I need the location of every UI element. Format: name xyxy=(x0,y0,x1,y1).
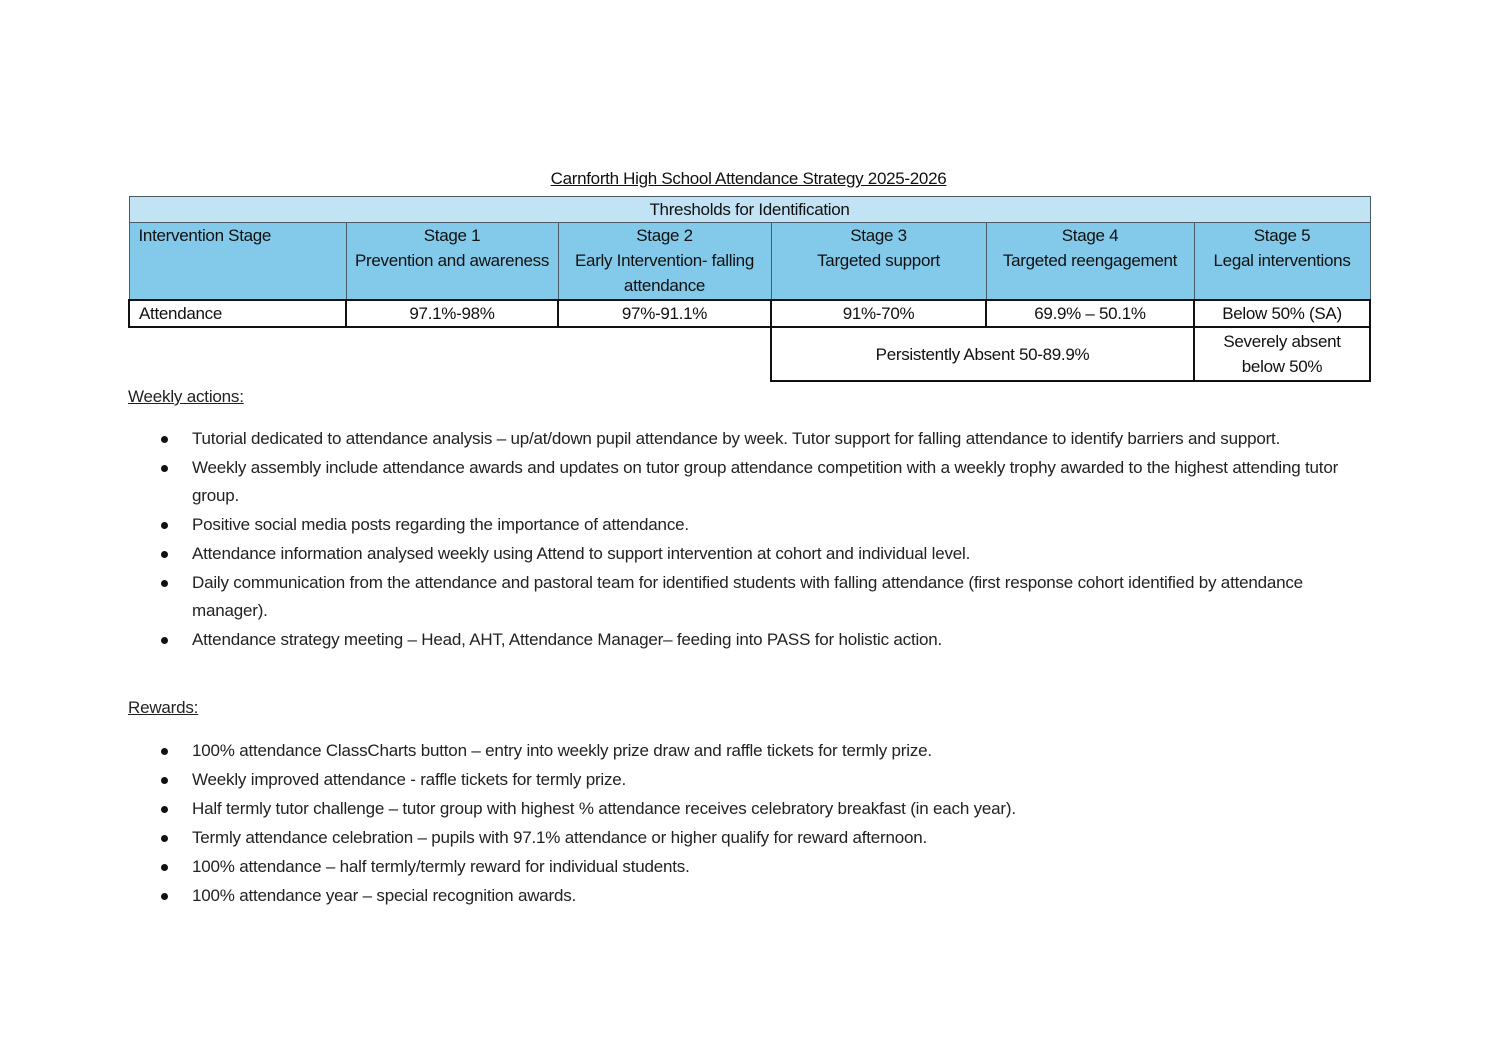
list-item-text: Termly attendance celebration – pupils with 97.1% attendance or higher qualify for reward afternoon. xyxy=(192,828,928,847)
stage-name: Early Intervention- falling attendance xyxy=(575,251,754,295)
stage-name: Prevention and awareness xyxy=(354,251,550,270)
table-caption: Thresholds for Identification xyxy=(129,197,1370,223)
list-item-text: 100% attendance ClassCharts button – entry into weekly prize draw and raffle tickets for termly prize. xyxy=(192,741,932,760)
bullet-icon xyxy=(161,436,168,443)
rewards-list xyxy=(128,737,1358,911)
list-item xyxy=(128,540,1358,568)
list-item-text: 100% attendance – half termly/termly reward for individual students. xyxy=(192,857,690,876)
bullet-icon xyxy=(161,580,168,587)
stage-number: Stage 4 xyxy=(1061,226,1119,245)
stage-name: Legal interventions xyxy=(1213,251,1351,270)
stage-name: Targeted reengagement xyxy=(1002,251,1178,270)
stage-number: Stage 3 xyxy=(850,226,907,245)
attendance-threshold: Below 50% (SA) xyxy=(1194,300,1370,327)
thresholds-table xyxy=(128,196,1371,382)
list-item xyxy=(128,425,1358,453)
stage-number: Stage 1 xyxy=(423,226,481,245)
list-item xyxy=(128,766,1358,794)
bullet-icon xyxy=(161,893,168,900)
list-item xyxy=(128,454,1358,510)
stage-name: Targeted support xyxy=(817,251,940,270)
stage-number: Stage 2 xyxy=(636,226,693,245)
list-item-text: Attendance strategy meeting – Head, AHT, Attendance Manager– feeding into PASS for holistic action. xyxy=(192,630,943,649)
row-header-label: Intervention Stage xyxy=(129,223,346,301)
severely-absent-cell: Severely absent below 50% xyxy=(1194,327,1370,381)
attendance-label: Attendance xyxy=(129,300,346,327)
bullet-icon xyxy=(161,748,168,755)
stage-header xyxy=(1194,223,1370,301)
list-item xyxy=(128,626,1358,654)
list-item-text: Half termly tutor challenge – tutor group with highest % attendance receives celebratory breakfast (in each year). xyxy=(192,799,1016,818)
bullet-icon xyxy=(161,637,168,644)
stage-header-row xyxy=(129,223,1370,301)
classification-row xyxy=(129,327,1370,381)
bullet-icon xyxy=(161,806,168,813)
persistently-absent-cell: Persistently Absent 50-89.9% xyxy=(771,327,1194,381)
list-item xyxy=(128,882,1358,910)
weekly-actions-list xyxy=(128,425,1358,655)
attendance-threshold: 97%-91.1% xyxy=(558,300,771,327)
bullet-icon xyxy=(161,465,168,472)
stage-header xyxy=(346,223,558,301)
weekly-actions-heading: Weekly actions: xyxy=(128,387,244,406)
stage-header xyxy=(558,223,771,301)
list-item-text: Tutorial dedicated to attendance analysis – up/at/down pupil attendance by week. Tutor support for falling attendance to identify barriers and support. xyxy=(192,429,1281,448)
list-item xyxy=(128,853,1358,881)
attendance-threshold: 97.1%-98% xyxy=(346,300,558,327)
stage-header xyxy=(986,223,1194,301)
empty-cell xyxy=(129,327,771,381)
list-item xyxy=(128,569,1358,625)
list-item xyxy=(128,511,1358,539)
list-item-text: Weekly assembly include attendance awards and updates on tutor group attendance competition with a weekly trophy awarded to the highest attending tutor group. xyxy=(192,458,1339,505)
list-item-text: 100% attendance year – special recognition awards. xyxy=(192,886,577,905)
attendance-threshold: 91%-70% xyxy=(771,300,986,327)
table-caption-row xyxy=(129,197,1370,223)
stage-header xyxy=(771,223,986,301)
list-item-text: Positive social media posts regarding the importance of attendance. xyxy=(192,515,689,534)
list-item-text: Weekly improved attendance - raffle tickets for termly prize. xyxy=(192,770,627,789)
list-item-text: Daily communication from the attendance and pastoral team for identified students with falling attendance (first response cohort identified by attendance manager). xyxy=(192,573,1303,620)
document-title: Carnforth High School Attendance Strategy 2025-2026 xyxy=(550,169,947,188)
list-item xyxy=(128,824,1358,852)
bullet-icon xyxy=(161,835,168,842)
rewards-heading: Rewards: xyxy=(128,698,199,717)
stage-number: Stage 5 xyxy=(1253,226,1311,245)
attendance-threshold: 69.9% – 50.1% xyxy=(986,300,1194,327)
bullet-icon xyxy=(161,777,168,784)
bullet-icon xyxy=(161,522,168,529)
list-item xyxy=(128,795,1358,823)
list-item-text: Attendance information analysed weekly using Attend to support intervention at cohort and individual level. xyxy=(192,544,971,563)
list-item xyxy=(128,737,1358,765)
bullet-icon xyxy=(161,864,168,871)
attendance-row xyxy=(129,300,1370,327)
bullet-icon xyxy=(161,551,168,558)
